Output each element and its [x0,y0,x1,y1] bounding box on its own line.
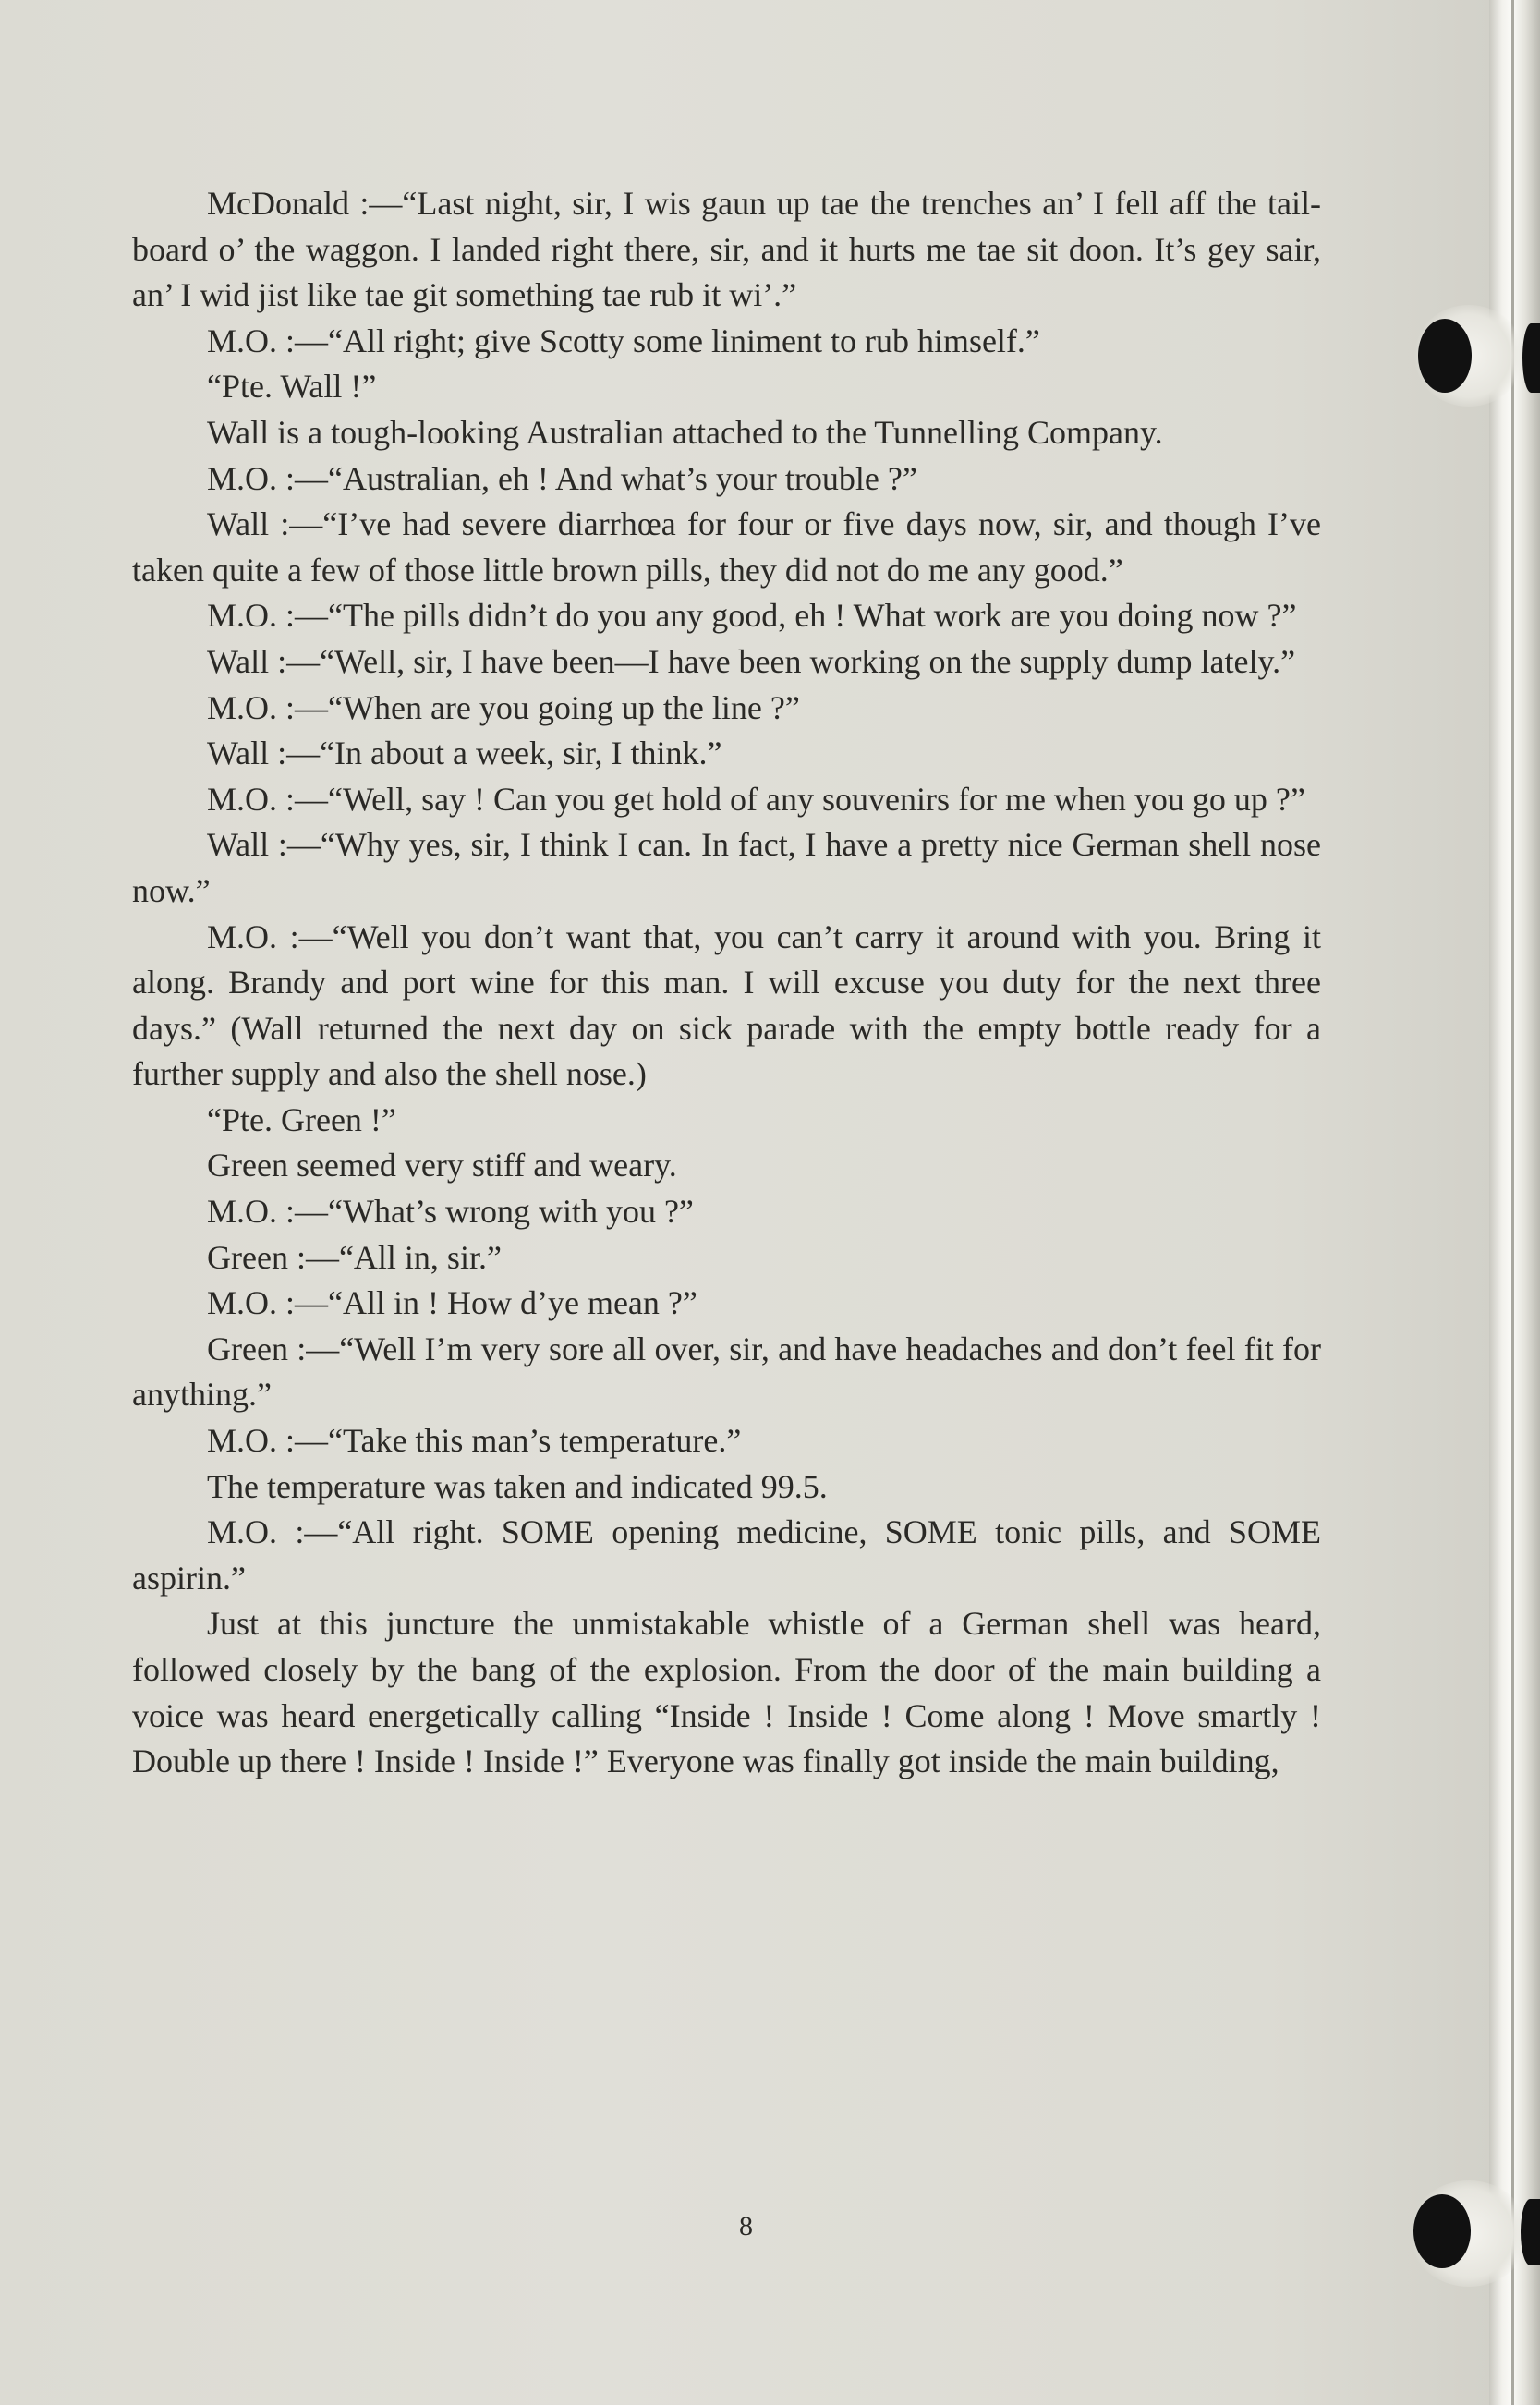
paragraph-mo-souvenirs: M.O. :—“Well, say ! Can you get hold of any souvenirs for me when you go up ?” [207,780,1305,818]
paragraph-mo-wrong: M.O. :—“What’s wrong with you ?” [207,1193,694,1231]
paragraph-mo-line: M.O. :—“When are you going up the line ?” [207,688,800,726]
paragraph-mo-temperature: M.O. :—“Take this man’s temperature.” [207,1422,742,1460]
paragraph-mo-how: M.O. :—“All in ! How d’ye mean ?” [207,1284,697,1322]
paragraph-mo-medicine: M.O. :—“All right. SOME opening medicine, SOME tonic pills, and SOME aspirin.” [132,1513,1321,1597]
page-number: 8 [739,2211,753,2241]
paragraph-shell-whistle: Just at this juncture the unmistakable whistle of a German shell was heard, followed closely by the bang of the explosion. From the door of the main building a voice was heard energetically calling “Inside ! Inside ! Come along ! Move smartly ! Double up there ! Inside ! Inside !” Everyone was finally got inside the main building, [132,1605,1321,1780]
binding-hole-bottom-inner [1521,2199,1540,2265]
paragraph-mo-brandy: M.O. :—“Well you don’t want that, you can’t carry it around with you. Bring it along. Brandy and port wine for this man. I will excuse you duty for the next three days.” (Wall returned the next day on sick parade with the empty bottle ready for a further supply and also the shell nose.) [132,917,1321,1093]
paragraph-wall-week: Wall :—“In about a week, sir, I think.” [207,735,722,772]
paragraph-green-all-in: Green :—“All in, sir.” [207,1238,502,1276]
page-text [132,181,1321,1785]
paragraph-wall-shell-nose: Wall :—“Why yes, sir, I think I can. In fact, I have a pretty nice German shell nose now.” [132,826,1321,909]
binding-hole-top [1418,319,1472,393]
paragraph-temperature-reading: The temperature was taken and indicated 99.5. [207,1467,828,1505]
paragraph-wall-supply-dump: Wall :—“Well, sir, I have been—I have been working on the supply dump lately.” [207,642,1296,680]
paragraph-call-wall: “Pte. Wall !” [207,368,377,406]
paragraph-mo-liniment: M.O. :—“All right; give Scotty some liniment to rub himself.” [207,322,1040,359]
paragraph-mo-pills: M.O. :—“The pills didn’t do you any good, eh ! What work are you doing now ?” [207,597,1297,635]
paragraph-wall-description: Wall is a tough-looking Australian attached to the Tunnelling Company. [207,413,1163,451]
paragraph-mcdonald: McDonald :—“Last night, sir, I wis gaun up tae the trenches an’ I fell aff the tail-board o’ the waggon. I landed right there, sir, and it hurts me tae sit doon. It’s gey sair, an’ I wid jist like tae git something tae rub it wi’.” [132,185,1321,314]
binding-hole-top-inner [1522,323,1540,393]
paragraph-green-sore: Green :—“Well I’m very sore all over, sir, and have headaches and don’t feel fit for anything.” [132,1330,1321,1414]
paragraph-call-green: “Pte. Green !” [207,1100,396,1138]
paragraph-wall-diarrhoea: Wall :—“I’ve had severe diarrhœa for four or five days now, sir, and though I’ve taken quite a few of those little brown pills, they did not do me any good.” [132,505,1321,589]
paragraph-mo-australian: M.O. :—“Australian, eh ! And what’s your trouble ?” [207,459,917,497]
paragraph-green-weary: Green seemed very stiff and weary. [207,1147,677,1184]
